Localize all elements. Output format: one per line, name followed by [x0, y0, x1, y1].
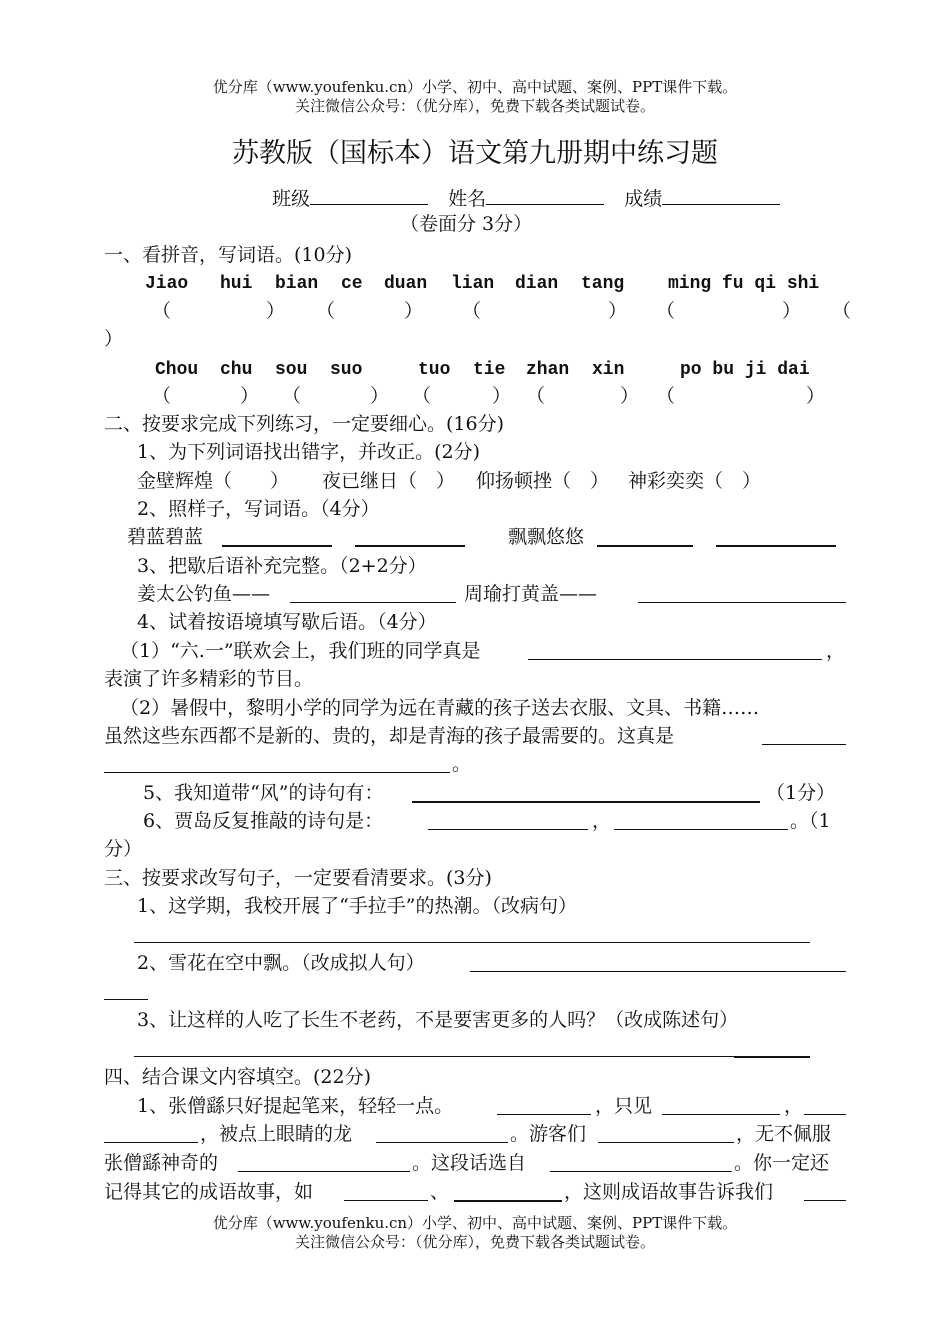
class-label: 班级	[272, 188, 311, 210]
pinyin-11: chu	[220, 360, 253, 380]
s2-q1-item-1[interactable]: 金壁辉煌（ ）	[137, 470, 290, 492]
s2-q6-comma: ，	[592, 810, 612, 832]
s2-q4-1-line-2: 表演了许多精彩的节目。	[104, 668, 314, 690]
s2-q6-blank-1[interactable]	[428, 829, 588, 830]
s4-q1-blank-7[interactable]	[550, 1171, 732, 1172]
s4-q1-blank-3b[interactable]	[104, 1142, 198, 1143]
paren-open-5: （	[832, 300, 852, 322]
paren-close-8: ）	[492, 385, 512, 407]
s4-q1-text-c2: 。这段话选自	[412, 1152, 527, 1174]
paren-close-3: ）	[608, 300, 628, 322]
s4-q1-text-b3: ，无不佩服	[736, 1123, 832, 1145]
s3-q2-answer-line-b[interactable]	[104, 999, 148, 1000]
s4-q1-blank-1[interactable]	[497, 1114, 591, 1115]
paren-open-3: （	[462, 300, 482, 322]
s4-q1-text-d2: 、	[430, 1181, 450, 1203]
s2-q3-blank-b[interactable]	[638, 602, 846, 603]
exam-title: 苏教版（国标本）语文第九册期中练习题	[232, 138, 718, 169]
pinyin-7: dian	[515, 274, 559, 294]
pinyin-2: hui	[220, 274, 253, 294]
s2-q1-item-3[interactable]: 仰扬顿挫（ ）	[476, 470, 610, 492]
paren-open-9: （	[526, 385, 546, 407]
s2-q1-item-2[interactable]: 夜已继日（ ）	[322, 470, 456, 492]
s3-q2-answer-line-a[interactable]	[470, 971, 846, 972]
paren-open-2: （	[316, 300, 336, 322]
paren-close-2: ）	[404, 300, 424, 322]
section-4-heading: 四、结合课文内容填空。(22分)	[104, 1066, 372, 1088]
s4-q1-blank-4[interactable]	[376, 1142, 508, 1143]
score-blank[interactable]	[662, 186, 780, 205]
s4-q1-text-a2: ，只见	[595, 1095, 653, 1117]
s3-q1-prompt: 1、这学期，我校开展了“手拉手”的热潮。（改病句）	[137, 895, 578, 917]
s2-q2-blank-4[interactable]	[716, 545, 836, 547]
s2-q1-prompt: 1、为下列词语找出错字，并改正。(2分)	[137, 441, 481, 463]
footer-line-2: 关注微信公众号：（优分库），免费下载各类试题试卷。	[294, 1233, 655, 1251]
paren-close-4: ）	[782, 300, 802, 322]
s2-q5-score: （1分）	[766, 782, 836, 804]
s4-q1-blank-6[interactable]	[238, 1171, 410, 1172]
s2-q5-blank[interactable]	[412, 801, 760, 803]
s2-q6-score-cont: 分）	[104, 838, 143, 860]
s2-q2-blank-3[interactable]	[597, 545, 693, 547]
pinyin-5: duan	[384, 274, 428, 294]
pinyin-4: ce	[341, 274, 363, 294]
paren-close-5: ）	[104, 328, 124, 350]
s3-q3-answer-line-end[interactable]	[734, 1056, 810, 1058]
s4-q1-blank-3a[interactable]	[804, 1114, 846, 1115]
pinyin-16: zhan	[526, 360, 570, 380]
paren-close-6: ）	[240, 385, 260, 407]
s3-q1-answer-line[interactable]	[134, 942, 810, 943]
s2-q3-prompt: 3、把歇后语补充完整。（2+2分）	[137, 555, 427, 577]
pinyin-17: xin	[592, 360, 625, 380]
s4-q1-text-d3: ，这则成语故事告诉我们	[564, 1181, 774, 1203]
s2-q3-blank-a[interactable]	[290, 602, 456, 603]
footer-line-1: 优分库（www.youfenku.cn）小学、初中、高中试题、案例、PPT课件下载。	[212, 1214, 738, 1232]
s3-q3-prompt: 3、让这样的人吃了长生不老药，不是要害更多的人吗？（改成陈述句）	[137, 1009, 739, 1031]
paren-open-6: （	[152, 385, 172, 407]
s4-q1-blank-9[interactable]	[454, 1200, 562, 1202]
s4-q1-text-a: 1、张僧繇只好提起笔来，轻轻一点。	[137, 1095, 454, 1117]
s2-q2-prompt: 2、照样子，写词语。（4分）	[137, 498, 380, 520]
paren-open-4: （	[656, 300, 676, 322]
s3-q3-answer-line[interactable]	[134, 1056, 734, 1057]
s2-q4-2-period: 。	[452, 753, 472, 775]
s4-q1-text-c3: 。你一定还	[734, 1152, 830, 1174]
paren-close-9: ）	[620, 385, 640, 407]
s4-q1-blank-8[interactable]	[344, 1200, 428, 1201]
s4-q1-text-d: 记得其它的成语故事，如	[104, 1181, 314, 1203]
paren-close-7: ）	[370, 385, 390, 407]
paren-close-1: ）	[266, 300, 286, 322]
s4-q1-text-b2: 。游客们	[510, 1123, 587, 1145]
s2-q3-b: 周瑜打黄盖——	[464, 583, 598, 605]
s4-q1-blank-5[interactable]	[598, 1142, 734, 1143]
paren-open-7: （	[282, 385, 302, 407]
name-label: 姓名	[448, 188, 487, 210]
header-line-2: 关注微信公众号：（优分库），免费下载各类试题试卷。	[294, 97, 655, 115]
pinyin-12: sou	[275, 360, 308, 380]
s2-q4-2-line-2: 虽然这些东西都不是新的、贵的，却是青海的孩子最需要的。这真是	[104, 725, 675, 747]
s2-q6-prompt: 6、贾岛反复推敲的诗句是：	[143, 810, 384, 832]
s2-q6-end: 。（1	[790, 810, 831, 832]
s2-q1-item-4[interactable]: 神彩奕奕（ ）	[628, 470, 762, 492]
pinyin-14: tuo	[418, 360, 451, 380]
s2-q6-blank-2[interactable]	[614, 829, 788, 830]
neatness-score: （卷面分 3分）	[400, 213, 533, 235]
pinyin-9: ming fu qi shi	[668, 274, 820, 294]
s2-q4-prompt: 4、试着按语境填写歇后语。（4分）	[137, 611, 437, 633]
s4-q1-blank-2[interactable]	[662, 1114, 780, 1115]
s2-q4-2-line-1: （2）暑假中，黎明小学的同学为远在青藏的孩子送去衣服、文具、书籍……	[120, 697, 760, 719]
pinyin-18: po bu ji dai	[680, 360, 810, 380]
paren-open-10: （	[656, 385, 676, 407]
s4-q1-text-c: 张僧繇神奇的	[104, 1152, 219, 1174]
pinyin-3: bian	[275, 274, 319, 294]
paren-open-8: （	[412, 385, 432, 407]
pinyin-15: tie	[473, 360, 506, 380]
s2-q4-1-blank[interactable]	[528, 659, 822, 660]
class-blank[interactable]	[310, 186, 428, 205]
s2-q3-a: 姜太公钓鱼——	[137, 583, 271, 605]
student-info-row	[272, 186, 780, 211]
s2-q4-1-comma: ，	[826, 640, 846, 662]
pinyin-1: Jiao	[145, 274, 189, 294]
s2-q2-blank-1[interactable]	[222, 545, 332, 547]
paren-open-1: （	[152, 300, 172, 322]
s2-q2-blank-2[interactable]	[355, 545, 465, 547]
pinyin-10: Chou	[155, 360, 199, 380]
s4-q1-blank-10[interactable]	[804, 1200, 846, 1201]
s3-q2-prompt: 2、雪花在空中飘。（改成拟人句）	[137, 952, 425, 974]
header-line-1: 优分库（www.youfenku.cn）小学、初中、高中试题、案例、PPT课件下载。	[212, 78, 738, 96]
s2-q4-2-blank-a[interactable]	[762, 744, 846, 745]
pinyin-6: lian	[451, 274, 495, 294]
score-label: 成绩	[624, 188, 663, 210]
pinyin-13: suo	[330, 360, 363, 380]
s4-q1-text-a3: ，	[784, 1095, 804, 1117]
section-2-heading: 二、按要求完成下列练习，一定要细心。(16分)	[104, 413, 505, 435]
s2-q4-2-blank-b[interactable]	[104, 772, 450, 773]
name-blank[interactable]	[486, 186, 604, 205]
s2-q2-example-2: 飘飘悠悠	[508, 526, 585, 548]
s2-q5-prompt: 5、我知道带“风”的诗句有：	[143, 782, 384, 804]
paren-close-10: ）	[806, 385, 826, 407]
s2-q4-1-line-1: （1）“六.一”联欢会上，我们班的同学真是	[120, 640, 481, 662]
section-1-heading: 一、看拼音，写词语。(10分)	[104, 244, 353, 266]
pinyin-8: tang	[581, 274, 625, 294]
s4-q1-text-b: ，被点上眼睛的龙	[200, 1123, 353, 1145]
s2-q2-example-1: 碧蓝碧蓝	[127, 526, 204, 548]
section-3-heading: 三、按要求改写句子，一定要看清要求。(3分)	[104, 867, 492, 889]
